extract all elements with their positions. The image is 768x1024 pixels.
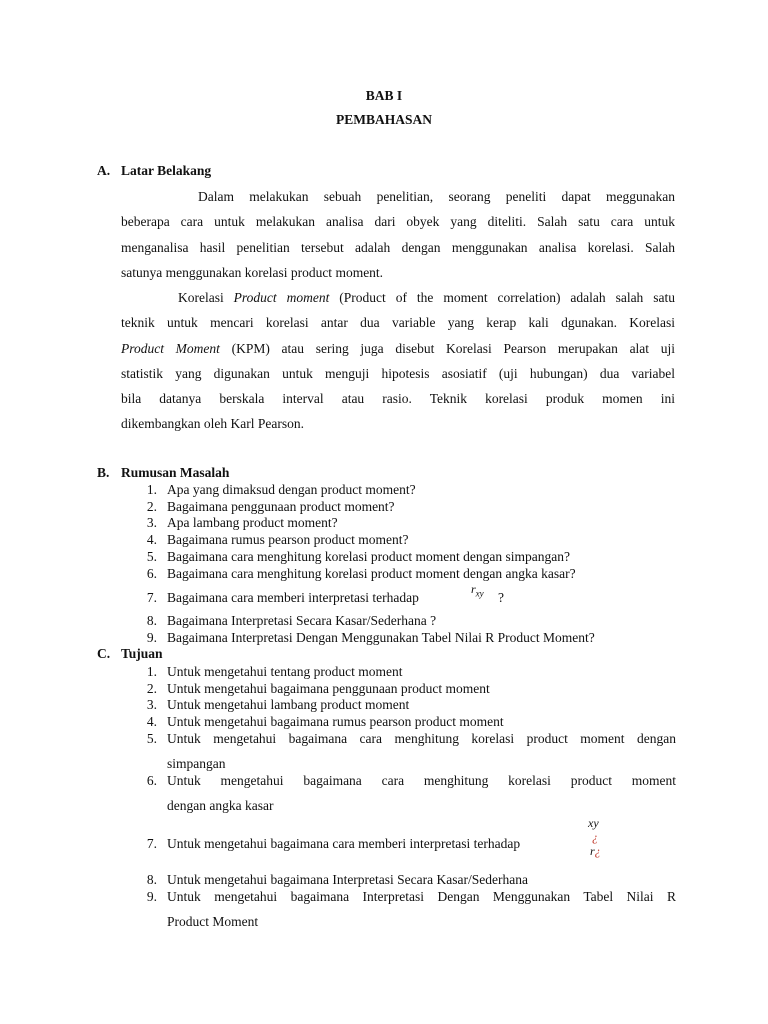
text-line: bila datanya berskala interval atau rasio. Teknik korelasi produk momen ini [121, 391, 675, 407]
section-title: Latar Belakang [121, 163, 212, 178]
text-line: menganalisa hasil penelitian tersebut adalah dengan menggunakan analisa korelasi. Salah [121, 239, 675, 255]
section-title: Tujuan [121, 646, 163, 661]
text-line: Dalam melakukan sebuah penelitian, seorang peneliti dapat meggunakan [198, 189, 675, 204]
xy-symbol-top: xy [588, 816, 599, 830]
section-letter: A. [97, 163, 111, 178]
section-c-heading [97, 646, 163, 662]
text-line: satunya menggunakan korelasi product moment. [121, 264, 384, 280]
text-line: teknik untuk mencari korelasi antar dua variable yang kerap kali dgunakan. Korelasi [121, 315, 675, 331]
paragraph-2 [121, 285, 675, 437]
section-b-heading [97, 465, 229, 481]
section-letter: B. [97, 465, 110, 480]
page-title: PEMBAHASAN [335, 112, 432, 127]
text-line: beberapa cara untuk melakukan analisa dari obyek yang diteliti. Salah satu cara untuk [121, 214, 675, 230]
chapter-heading: BAB I [365, 88, 403, 103]
text-line: Korelasi Product moment (Product of the moment correlation) adalah salah satu [178, 290, 675, 305]
question-mark: ? [498, 590, 504, 605]
text-line: dikembangkan oleh Karl Pearson. [121, 416, 304, 432]
text-line: statistik yang digunakan untuk menguji hipotesis asosiatif (uji hubungan) dua variabel [121, 365, 675, 381]
section-letter: C. [97, 646, 111, 661]
section-a-heading [97, 163, 211, 179]
rxy-symbol: $r_{xy}$ [471, 582, 484, 599]
paragraph-1 [121, 184, 675, 285]
text-line: Product Moment (KPM) atau sering juga disebut Korelasi Pearson merupakan alat uji [121, 340, 675, 356]
document-page: BAB I PEMBAHASAN A. Latar Belakang Dalam melakukan sebuah penelitian, seorang peneliti dapat meggunakan beberapa cara untuk melakukan analisa dari obyek yang diteliti. Salah satu cara untuk menganalisa hasil penelitian tersebut adalah dengan menggunakan analisa korelasi. Salah satunya menggunakan korelasi product moment. Korelasi Product moment (Product of the moment correlation) adalah salah satu teknik untuk mencari korelasi antar dua variable yang kerap kali dgunakan. Korelasi Product Moment (KPM) atau sering juga disebut Korelasi Pearson merupakan alat uji statistik yang digunakan untuk menguji hipotesis asosiatif (uji hubungan) dua variabel bila datanya berskala interval atau rasio. Teknik korelasi produk momen ini dikembangkan oleh Karl Pearson. B. Rumusan Masalah 1. Apa yang dimaksud dengan product moment? 2. Bagaimana penggunaan product moment? 3. Apa lambang product moment? 4. Bagaimana rumus pearson product moment? 5. Bagaimana cara menghitung korelasi product moment dengan simpangan? 6. Bagaimana cara menghitung korelasi product moment dengan angka kasar? 7. Bagaimana cara memberi interpretasi terhadap $r_{xy}$ ? 8. Bagaimana Interpretasi Secara Kasar/Sederhana ? 9. Bagaimana Interpretasi Dengan Menggunakan Tabel Nilai R Product Moment? C. Tujuan 1. Untuk mengetahui tentang product moment 2. Untuk mengetahui bagaimana penggunaan product moment 3. Untuk mengetahui lambang product moment 4. Untuk mengetahui bagaimana rumus pearson product moment 5. Untuk mengetahui bagaimana cara menghitung korelasi product moment dengan simpangan 6. Untuk mengetahui bagaimana cara menghitung korelasi product moment dengan angka kasar 7. Untuk mengetahui bagaimana cara memberi interpretasi terhadap xy ¿ r¿ 8. Untuk mengetahui bagaimana Interpretasi Secara Kasar/Sederhana 9. Untuk mengetahui bagaimana Interpretasi Dengan Menggunakan Tabel Nilai R Product Moment [0, 0, 768, 1024]
r-symbol: r¿ [590, 844, 601, 858]
mark-glyph: ¿ [592, 830, 598, 844]
section-title: Rumusan Masalah [121, 465, 230, 480]
